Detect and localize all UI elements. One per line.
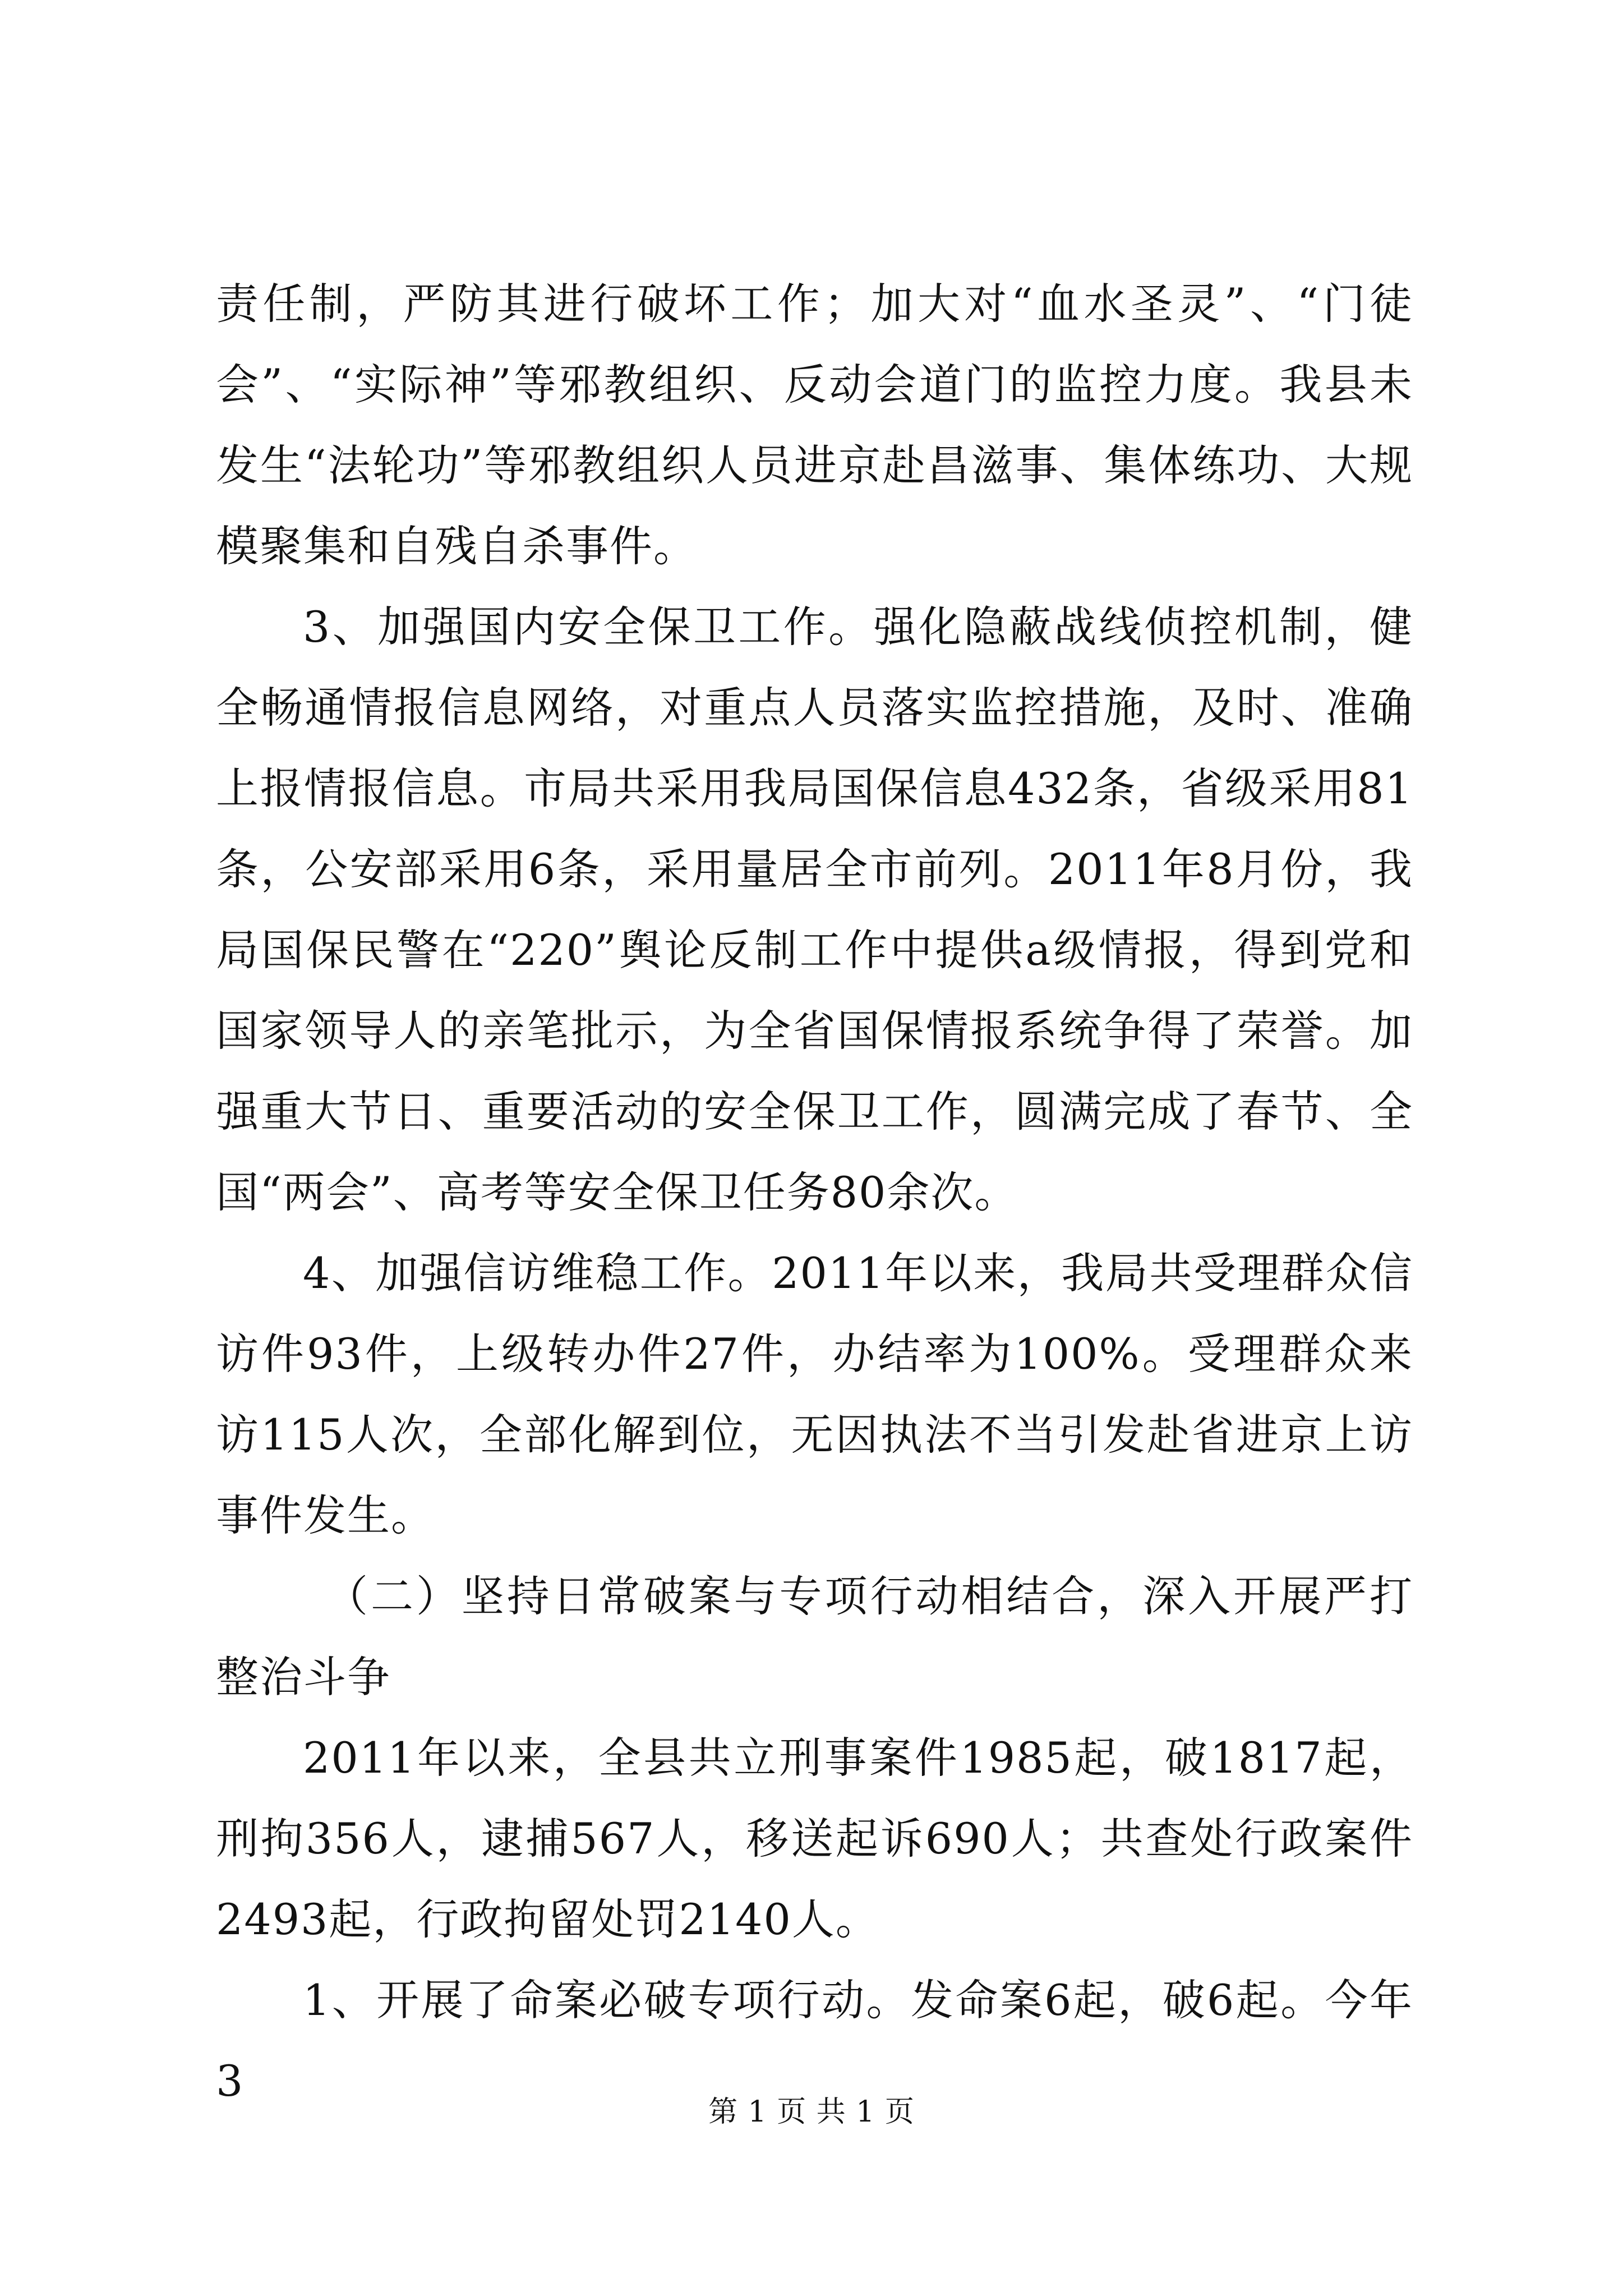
paragraph-security-work: 3、加强国内安全保卫工作。强化隐蔽战线侦控机制，健全畅通情报信息网络，对重点人员落实监控措施，及时、准确上报情报信息。市局共采用我局国保信息432条，省级采用81条，公安部采用6条，采用量居全市前列。2011年8月份，我局国保民警在“220”舆论反制工作中提供a级情报，得到党和国家领导人的亲笔批示，为全省国保情报系统争得了荣誉。加强重大节日、重要活动的安全保卫工作，圆满完成了春节、全国“两会”、高考等安全保卫任务80余次。	[216, 602, 1413, 1217]
paragraph-case-statistics: 2011年以来，全县共立刑事案件1985起，破1817起，刑拘356人，逮捕567人，移送起诉690人；共查处行政案件2493起，行政拘留处罚2140人。	[216, 1733, 1413, 1944]
document-body	[216, 264, 1413, 2122]
paragraph-homicide-campaign: 1、开展了命案必破专项行动。发命案6起，破6起。今年3	[216, 1975, 1413, 2106]
paragraph-continuation: 责任制，严防其进行破坏工作；加大对“血水圣灵”、“门徒会”、“实际神”等邪教组织、反动会道门的监控力度。我县未发生“法轮功”等邪教组织人员进京赴昌滋事、集体练功、大规模聚集和自残自杀事件。	[216, 279, 1413, 571]
paragraph-petition-work: 4、加强信访维稳工作。2011年以来，我局共受理群众信访件93件，上级转办件27件，办结率为100%。受理群众来访115人次，全部化解到位，无因执法不当引发赴省进京上访事件发生。	[216, 1248, 1413, 1540]
page-footer: 第 1 页 共 1 页	[708, 2095, 915, 2129]
section-heading: （二）坚持日常破案与专项行动相结合，深入开展严打整治斗争	[216, 1571, 1413, 1702]
